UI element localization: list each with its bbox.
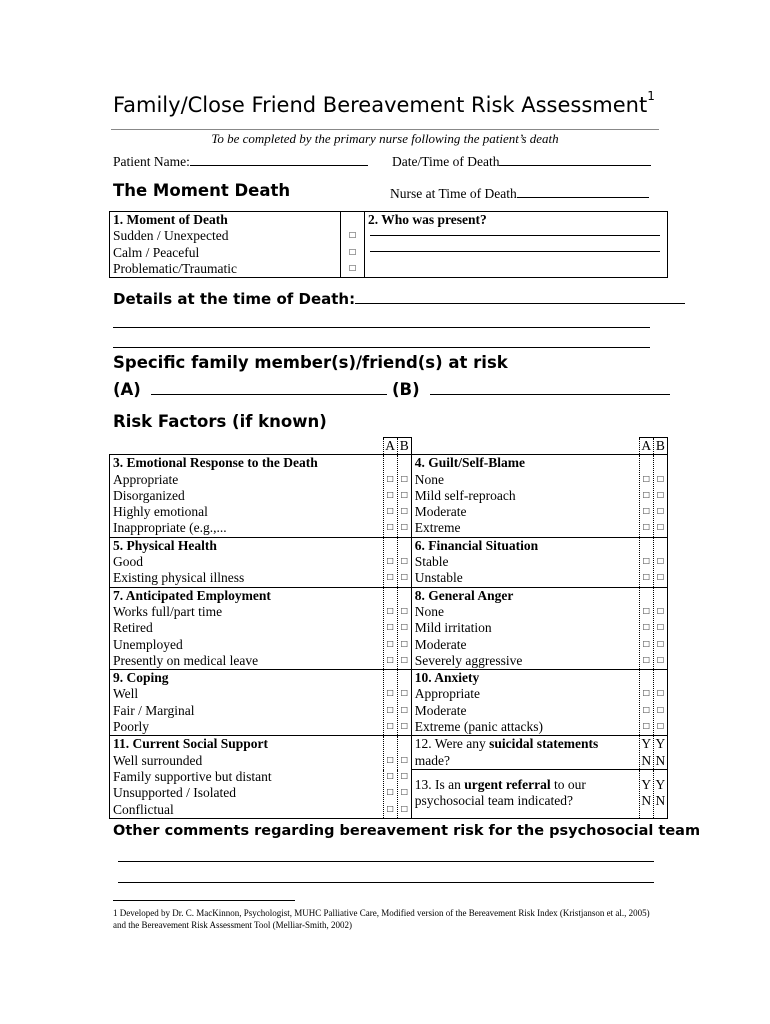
q8-a-checkboxes (639, 587, 653, 669)
q3-title: 3. Emotional Response to the Death (113, 455, 318, 471)
q5-a-checkbox[interactable]: □ (387, 572, 394, 584)
q4-b-checkboxes (653, 455, 667, 537)
q8-b-checkbox[interactable]: □ (657, 622, 664, 634)
family-member-b[interactable]: (B) (392, 380, 670, 399)
q13-a-yes[interactable]: Y (641, 777, 652, 793)
q8-title: 8. General Anger (414, 587, 514, 603)
q13-b-no[interactable]: N (655, 793, 666, 809)
date-time-of-death-field[interactable] (392, 154, 651, 170)
q7-title: 7. Anticipated Employment (113, 587, 271, 603)
q3-option-3: Highly emotional (113, 504, 208, 520)
q5-b-checkboxes (397, 537, 411, 587)
q5-a-checkbox[interactable]: □ (387, 556, 394, 568)
q7-option-4: Presently on medical leave (113, 652, 259, 668)
q11-a-checkboxes (383, 736, 397, 818)
q11-option-3: Unsupported / Isolated (113, 785, 236, 801)
q6-title: 6. Financial Situation (414, 537, 539, 553)
q13-b-yes[interactable]: Y (655, 777, 666, 793)
q8-b-checkbox[interactable]: □ (657, 654, 664, 666)
q9-option-1: Well (113, 686, 139, 702)
q11-option-1: Well surrounded (113, 752, 203, 768)
q11-b-checkbox[interactable]: □ (401, 754, 408, 766)
q3-b-checkbox[interactable]: □ (401, 473, 408, 485)
comments-line-1[interactable] (118, 861, 654, 862)
q9-cell (110, 670, 384, 736)
q8-option-4: Severely aggressive (414, 652, 523, 668)
q5-b-checkbox[interactable]: □ (401, 556, 408, 568)
q4-b-checkbox[interactable]: □ (657, 489, 664, 501)
q6-option-2: Unstable (414, 570, 463, 586)
q10-title: 10. Anxiety (414, 670, 480, 686)
q11-b-checkbox[interactable]: □ (401, 770, 408, 782)
footnote-divider (113, 900, 295, 901)
q5-b-checkbox[interactable]: □ (401, 572, 408, 584)
q6-b-checkboxes (653, 537, 667, 587)
q4-a-checkbox[interactable]: □ (643, 473, 650, 485)
q3-a-checkbox[interactable]: □ (387, 522, 394, 534)
option-sudden: Sudden / Unexpected (113, 228, 229, 244)
q11-option-4: Conflictual (113, 801, 174, 817)
moment-of-death-title: 1. Moment of Death (113, 212, 228, 227)
q5-a-checkboxes (383, 537, 397, 587)
q3-cell (110, 455, 384, 537)
title-divider (111, 129, 659, 130)
risk-row-q7-q8 (110, 587, 668, 669)
moment-checkbox-column (341, 212, 365, 278)
q7-b-checkboxes (397, 587, 411, 669)
q8-b-checkbox[interactable]: □ (657, 605, 664, 617)
q9-b-checkboxes (397, 670, 411, 736)
risk-row-q9-q10 (110, 670, 668, 736)
q7-b-checkbox[interactable]: □ (401, 622, 408, 634)
q4-a-checkbox[interactable]: □ (643, 522, 650, 534)
patient-name-label: Patient Name: (113, 154, 190, 169)
q4-b-checkbox[interactable]: □ (657, 473, 664, 485)
moment-of-death-table (109, 211, 668, 278)
page-title: Family/Close Friend Bereavement Risk Assessment$^1$ (113, 89, 655, 117)
q6-b-checkbox[interactable]: □ (657, 572, 664, 584)
q7-a-checkbox[interactable]: □ (387, 622, 394, 634)
q9-a-checkbox[interactable]: □ (387, 704, 394, 716)
q12-question-line-2: made? (414, 752, 451, 768)
q7-a-checkbox[interactable]: □ (387, 654, 394, 666)
q4-option-3: Moderate (414, 504, 467, 520)
q13-cell (411, 770, 639, 819)
q9-a-checkbox[interactable]: □ (387, 688, 394, 700)
q6-a-checkbox[interactable]: □ (643, 556, 650, 568)
details-line-3[interactable] (113, 347, 650, 348)
risk-row-q11-q12 (110, 736, 668, 770)
q11-cell (110, 736, 384, 818)
family-at-risk-heading: Specific family member(s)/friend(s) at risk (113, 353, 508, 372)
q8-a-checkbox[interactable]: □ (643, 622, 650, 634)
q3-a-checkbox[interactable]: □ (387, 473, 394, 485)
risk-factors-heading: Risk Factors (if known) (113, 412, 327, 431)
q4-a-checkbox[interactable]: □ (643, 506, 650, 518)
q8-a-checkbox[interactable]: □ (643, 605, 650, 617)
q8-b-checkbox[interactable]: □ (657, 638, 664, 650)
q13-a-no[interactable]: N (641, 793, 652, 809)
q11-a-checkbox[interactable]: □ (387, 803, 394, 815)
risk-row-q5-q6 (110, 537, 668, 587)
q4-b-checkbox[interactable]: □ (657, 506, 664, 518)
checkbox-sudden[interactable]: □ (349, 230, 356, 242)
date-time-of-death-label: Date/Time of Death (392, 154, 500, 169)
q12-b-no[interactable]: N (655, 752, 666, 768)
column-header-row (110, 438, 668, 455)
q10-a-checkbox[interactable]: □ (643, 721, 650, 733)
q3-option-4: Inappropriate (e.g.,... (113, 520, 227, 536)
q13-b-yes-no (653, 770, 667, 819)
q9-a-checkboxes (383, 670, 397, 736)
option-problematic: Problematic/Traumatic (113, 260, 237, 276)
q10-b-checkbox[interactable]: □ (657, 688, 664, 700)
q12-a-yes-no (639, 736, 653, 770)
q12-question-line-1: 12. Were any suicidal statements (414, 736, 599, 752)
q9-b-checkbox[interactable]: □ (401, 688, 408, 700)
checkbox-problematic[interactable]: □ (349, 262, 356, 274)
q9-title: 9. Coping (113, 670, 169, 686)
who-present-line-2[interactable] (370, 236, 660, 252)
comments-line-2[interactable] (118, 882, 654, 883)
q10-option-1: Appropriate (414, 686, 481, 702)
q4-cell (411, 455, 639, 537)
q10-a-checkboxes (639, 670, 653, 736)
q8-option-2: Mild irritation (414, 620, 492, 636)
q10-a-checkbox[interactable]: □ (643, 704, 650, 716)
q6-cell (411, 537, 639, 587)
who-present-line-1[interactable] (370, 228, 660, 236)
other-comments-heading: Other comments regarding bereavement risk for the psychosocial team (113, 823, 701, 839)
q5-title: 5. Physical Health (113, 537, 217, 553)
q6-a-checkboxes (639, 537, 653, 587)
q11-b-checkboxes (397, 736, 411, 818)
footnote-mark: 1 (647, 89, 655, 103)
q9-b-checkbox[interactable]: □ (401, 704, 408, 716)
col-a-left: A (383, 438, 397, 455)
q12-cell (411, 736, 639, 770)
q9-option-3: Poorly (113, 719, 150, 735)
option-calm: Calm / Peaceful (113, 244, 200, 260)
q4-option-2: Mild self-reproach (414, 487, 516, 503)
patient-name-field[interactable] (113, 154, 368, 170)
q10-cell (411, 670, 639, 736)
q5-option-2: Existing physical illness (113, 570, 245, 586)
q4-b-checkbox[interactable]: □ (657, 522, 664, 534)
q3-option-1: Appropriate (113, 471, 179, 487)
q9-b-checkbox[interactable]: □ (401, 721, 408, 733)
q9-a-checkbox[interactable]: □ (387, 721, 394, 733)
q11-option-2: Family supportive but distant (113, 768, 272, 784)
q8-option-3: Moderate (414, 636, 467, 652)
q8-a-checkbox[interactable]: □ (643, 654, 650, 666)
q6-a-checkbox[interactable]: □ (643, 572, 650, 584)
q3-option-2: Disorganized (113, 487, 185, 503)
q7-cell (110, 587, 384, 669)
q7-a-checkboxes (383, 587, 397, 669)
q11-a-checkbox[interactable]: □ (387, 754, 394, 766)
q7-option-2: Retired (113, 620, 153, 636)
q11-a-checkbox[interactable]: □ (387, 770, 394, 782)
q3-b-checkbox[interactable]: □ (401, 506, 408, 518)
q7-b-checkbox[interactable]: □ (401, 605, 408, 617)
q7-a-checkbox[interactable]: □ (387, 605, 394, 617)
col-b-left: B (397, 438, 411, 455)
q10-option-2: Moderate (414, 702, 467, 718)
q8-cell (411, 587, 639, 669)
q11-b-checkbox[interactable]: □ (401, 803, 408, 815)
q8-a-checkbox[interactable]: □ (643, 638, 650, 650)
subtitle: To be completed by the primary nurse following the patient’s death (211, 131, 559, 146)
q4-title: 4. Guilt/Self-Blame (414, 455, 526, 471)
nurse-blank[interactable] (517, 186, 649, 198)
q9-option-2: Fair / Marginal (113, 702, 195, 718)
nurse-at-time-of-death-field[interactable] (390, 186, 649, 202)
q8-option-1: None (414, 603, 445, 619)
nurse-label: Nurse at Time of Death (390, 186, 517, 201)
q12-b-yes-no (653, 736, 667, 770)
q4-option-1: None (414, 471, 445, 487)
q5-cell (110, 537, 384, 587)
q7-option-1: Works full/part time (113, 603, 223, 619)
risk-row-q3-q4 (110, 455, 668, 537)
q4-a-checkbox[interactable]: □ (643, 489, 650, 501)
who-present-title: 2. Who was present? (368, 212, 487, 227)
q7-b-checkbox[interactable]: □ (401, 638, 408, 650)
q11-b-checkbox[interactable]: □ (401, 787, 408, 799)
q7-b-checkbox[interactable]: □ (401, 654, 408, 666)
q11-a-checkbox[interactable]: □ (387, 787, 394, 799)
col-b-right: B (653, 438, 667, 455)
q7-option-3: Unemployed (113, 636, 183, 652)
col-a-right: A (639, 438, 653, 455)
details-line-2[interactable] (113, 327, 650, 328)
family-member-a[interactable]: (A) (113, 380, 387, 399)
risk-factors-table (109, 437, 668, 819)
q12-a-no[interactable]: N (641, 752, 652, 768)
q10-b-checkbox[interactable]: □ (657, 704, 664, 716)
q4-option-4: Extreme (414, 520, 461, 536)
patient-name-blank[interactable] (190, 154, 368, 166)
moment-of-death-cell (110, 212, 341, 278)
q10-b-checkboxes (653, 670, 667, 736)
q6-option-1: Stable (414, 554, 449, 570)
q4-a-checkboxes (639, 455, 653, 537)
details-blank-1[interactable] (355, 290, 685, 304)
q3-a-checkbox[interactable]: □ (387, 506, 394, 518)
q10-b-checkbox[interactable]: □ (657, 721, 664, 733)
q12-b-yes[interactable]: Y (655, 736, 666, 752)
q6-b-checkbox[interactable]: □ (657, 556, 664, 568)
q3-b-checkboxes (397, 455, 411, 537)
q13-a-yes-no (639, 770, 653, 819)
details-heading: Details at the time of Death: (113, 290, 685, 308)
moment-death-heading: The Moment Death (113, 181, 291, 200)
date-time-of-death-blank[interactable] (499, 154, 651, 166)
checkbox-calm[interactable]: □ (349, 246, 356, 258)
q5-option-1: Good (113, 554, 143, 570)
q13-question-line-1: 13. Is an urgent referral to our (414, 777, 586, 793)
q3-b-checkbox[interactable]: □ (401, 522, 408, 534)
who-present-cell (365, 212, 668, 278)
q3-a-checkboxes (383, 455, 397, 537)
footnote: 1 Developed by Dr. C. MacKinnon, Psychologist, MUHC Palliative Care, Modified version of the Bereavement Risk Index (Kristjanson et al., 2005) and the Bereavement Risk Assessment Tool (Melliar-Smith, 2002) (113, 908, 650, 930)
q11-title: 11. Current Social Support (113, 736, 269, 752)
q10-option-3: Extreme (panic attacks) (414, 719, 543, 735)
q8-b-checkboxes (653, 587, 667, 669)
q13-question-line-2: psychosocial team indicated? (414, 793, 573, 809)
q3-a-checkbox[interactable]: □ (387, 489, 394, 501)
q12-a-yes[interactable]: Y (641, 736, 652, 752)
q7-a-checkbox[interactable]: □ (387, 638, 394, 650)
q10-a-checkbox[interactable]: □ (643, 688, 650, 700)
q3-b-checkbox[interactable]: □ (401, 489, 408, 501)
